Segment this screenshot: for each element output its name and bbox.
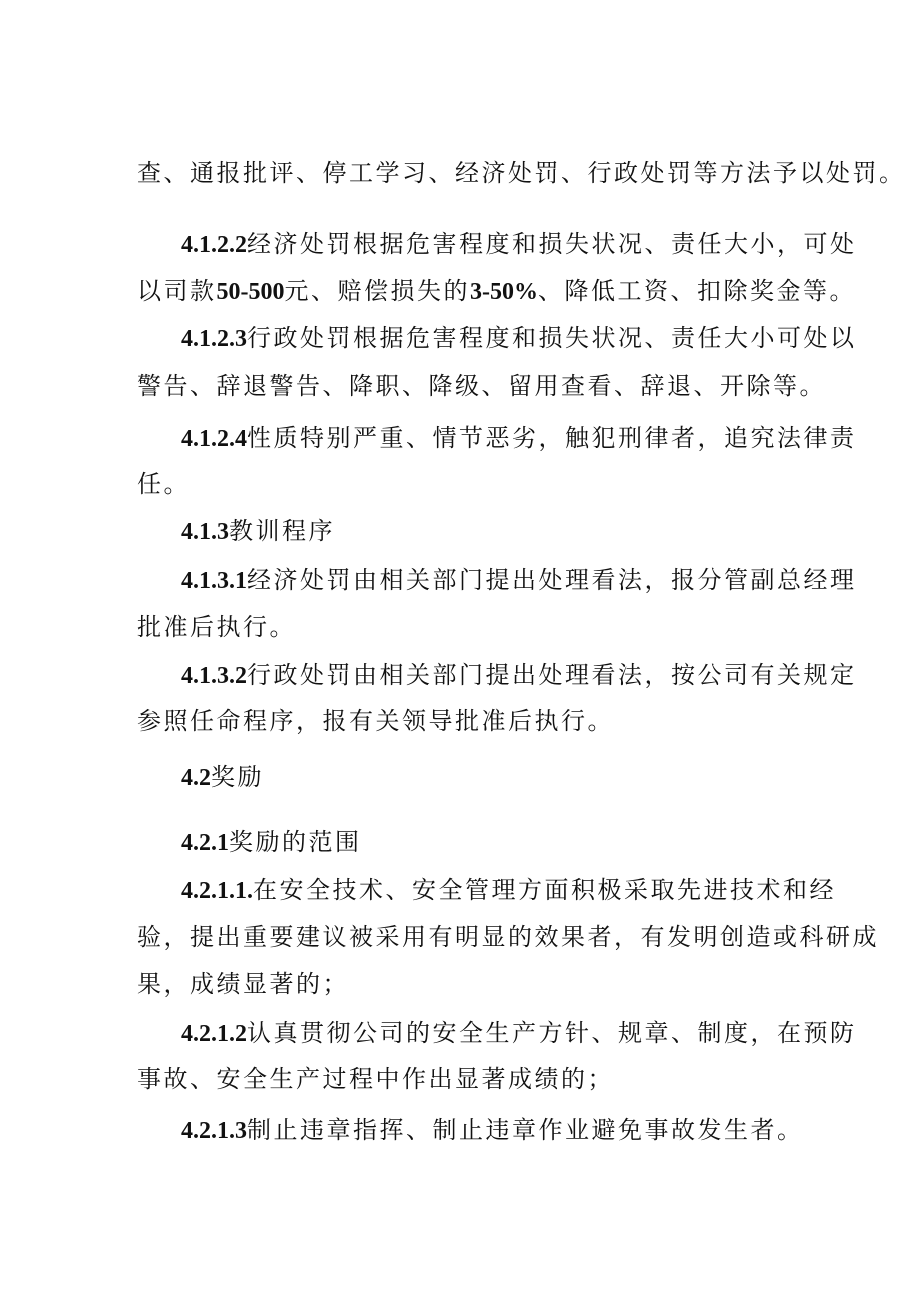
paragraph-4-2-1-1 [181, 875, 836, 906]
paragraph-line [137, 158, 906, 188]
paragraph-4-2-1-3 [181, 1115, 804, 1146]
line-text: 果，成绩显著的； [137, 970, 349, 998]
section-number: 4.1.3 [181, 519, 229, 545]
heading-4-2-1 [181, 827, 797, 858]
section-number: 4.2.1 [181, 830, 229, 856]
line-text: 查、通报批评、停工学习、经济处罚、行政处罚等方法予以处罚。 [137, 159, 906, 187]
paragraph-4-2-1-2 [181, 1018, 857, 1049]
section-number: 4.2 [181, 765, 211, 791]
paragraph-line [137, 922, 879, 952]
section-number: 4.1.2.2 [181, 232, 247, 258]
section-number: 4.2.1.2 [181, 1021, 247, 1047]
paragraph-4-1-2-2 [181, 229, 857, 260]
line-text: 、降低工资、扣除奖金等。 [538, 277, 856, 305]
paragraph-line [137, 371, 826, 401]
line-text: 行政处罚根据危害程度和损失状况、责任大小可处以 [247, 324, 857, 352]
section-number: 4.1.3.1 [181, 568, 247, 594]
paragraph-line [137, 969, 797, 999]
paragraph-line [137, 706, 797, 736]
line-text: 事故、安全生产过程中作出显著成绩的； [137, 1065, 614, 1093]
line-text: 元、赔偿损失的 [284, 277, 470, 305]
line-text: 认真贯彻公司的安全生产方针、规章、制度，在预防 [247, 1019, 857, 1047]
paragraph-4-1-3-1 [181, 565, 857, 596]
paragraph-line [137, 612, 797, 642]
line-text: 在安全技术、安全管理方面积极采取先进技术和经 [253, 876, 836, 904]
line-text: 验，提出重要建议被采用有明显的效果者，有发明创造或科研成 [137, 923, 879, 951]
heading-4-2 [181, 762, 797, 793]
paragraph-line [137, 276, 856, 307]
line-text: 任。 [137, 470, 190, 498]
heading-text: 教训程序 [229, 517, 335, 545]
line-text: 参照任命程序，报有关领导批准后执行。 [137, 707, 614, 735]
paragraph-line [137, 469, 797, 499]
line-text: 批准后执行。 [137, 613, 296, 641]
paragraph-line [137, 1064, 797, 1094]
line-text: 制止违章指挥、制止违章作业避免事故发生者。 [247, 1116, 804, 1144]
paragraph-4-1-2-3 [181, 323, 857, 354]
section-number: 4.1.2.4 [181, 426, 247, 452]
heading-text: 奖励的范围 [229, 828, 362, 856]
line-text: 以司款 [137, 277, 217, 305]
heading-4-1-3 [181, 516, 797, 547]
fine-range: 50-500 [216, 279, 285, 305]
paragraph-4-1-2-4 [181, 423, 857, 454]
section-number: 4.1.3.2 [181, 663, 247, 689]
line-text: 行政处罚由相关部门提出处理看法，按公司有关规定 [247, 661, 857, 689]
line-text: 性质特别严重、情节恶劣，触犯刑律者，追究法律责 [247, 424, 857, 452]
section-number: 4.2.1.3 [181, 1118, 247, 1144]
compensation-range: 3-50% [470, 279, 538, 305]
line-text: 警告、辞退警告、降职、降级、留用查看、辞退、开除等。 [137, 372, 826, 400]
line-text: 经济处罚由相关部门提出处理看法，报分管副总经理 [247, 566, 857, 594]
section-number: 4.2.1.1. [181, 878, 253, 904]
section-number: 4.1.2.3 [181, 326, 247, 352]
heading-text: 奖励 [211, 763, 264, 791]
line-text: 经济处罚根据危害程度和损失状况、责任大小，可处 [247, 230, 857, 258]
paragraph-4-1-3-2 [181, 660, 857, 691]
